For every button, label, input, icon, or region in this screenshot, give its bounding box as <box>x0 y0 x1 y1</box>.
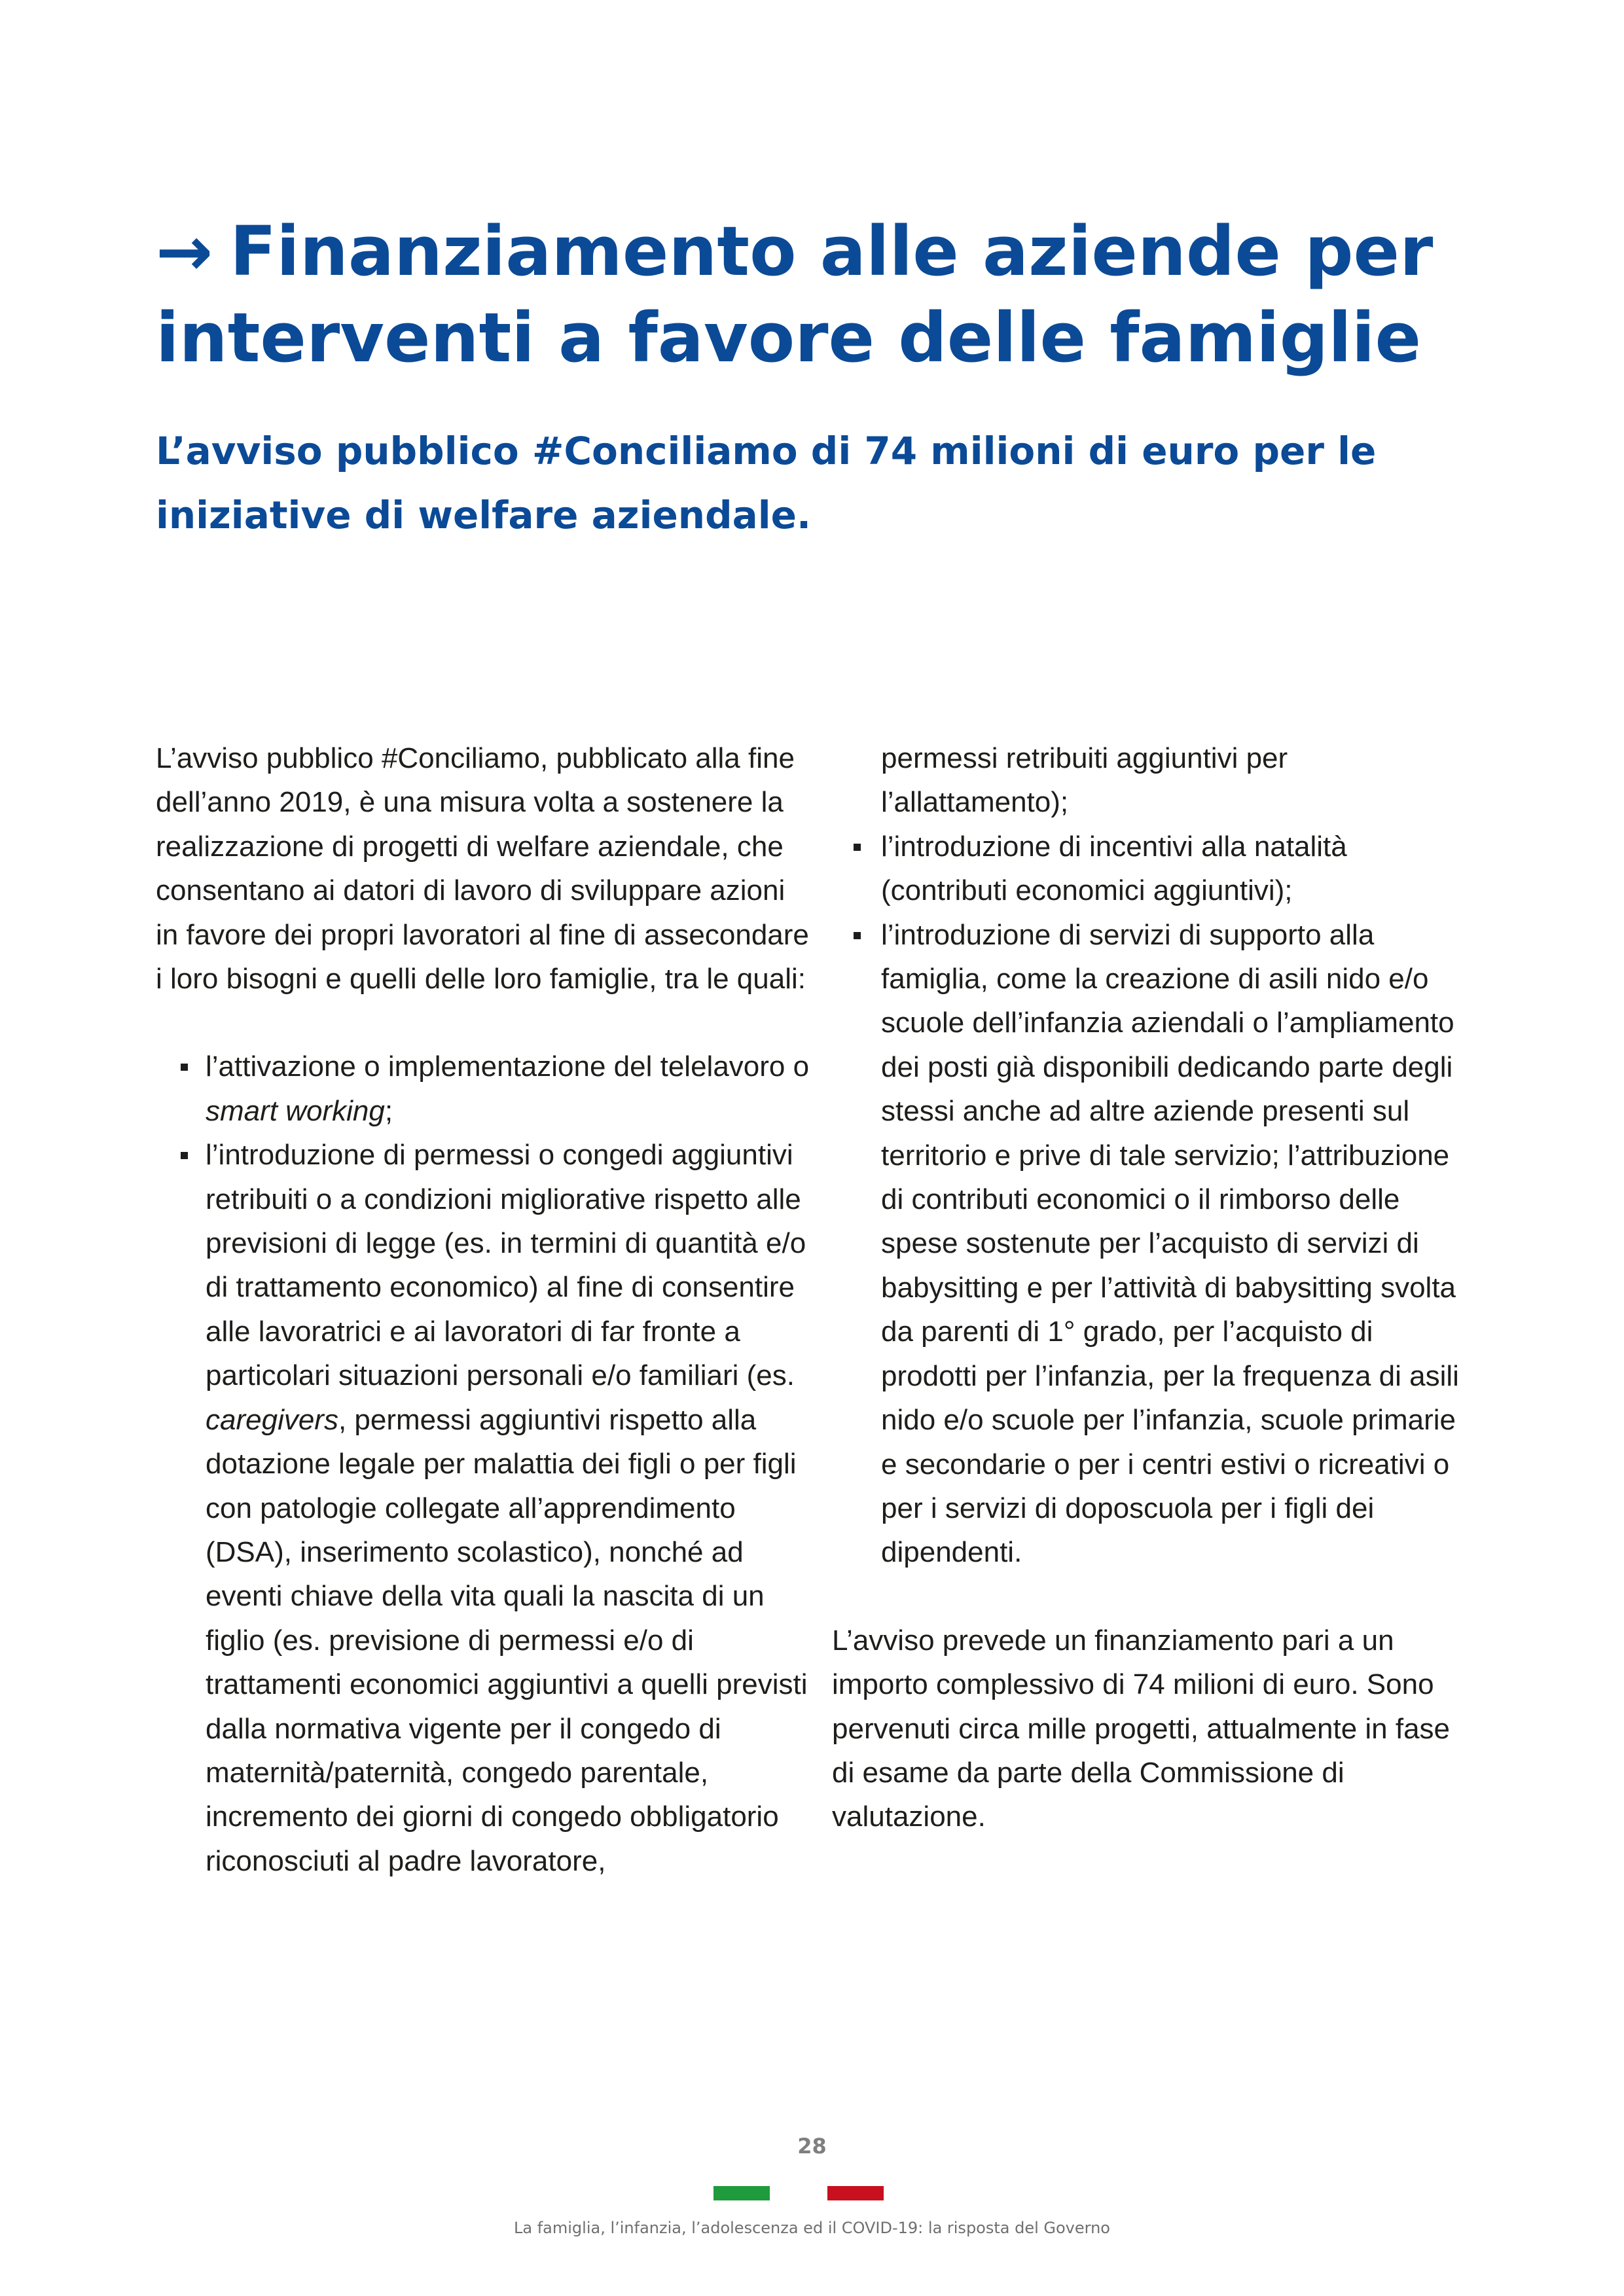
flag-red-bar <box>827 2186 884 2200</box>
bullet1-text: l’attivazione o implementazione del telelavoro o <box>206 1050 810 1083</box>
footer-text: La famiglia, l’infanzia, l’adolescenza ed il COVID-19: la risposta del Governo <box>514 2219 1110 2237</box>
bullet2-text-end: , permessi aggiuntivi rispetto alla dotazione legale per malattia dei figli o per figli con patologie collegate all’apprendimento (DSA), inserimento scolastico), nonché ad eventi chiave della vita quali la nascita di un figlio (es. previsione di permessi e/o di trattamenti economici aggiuntivi a quelli previsti dalla normativa vigente per il congedo di maternità/paternità, congedo parentale, incremento dei giorni di congedo obbligatorio riconosciuti al padre lavoratore, <box>206 1403 808 1877</box>
left-column <box>156 736 810 1883</box>
title-text: Finanziamento alle aziende per interventi a favore delle famiglie <box>156 211 1434 378</box>
arrow-right-icon: → <box>156 211 213 291</box>
list-item: l’introduzione di servizi di supporto alla famiglia, come la creazione di asili nido e/o scuole dell’infanzia aziendali o l’ampliamento dei posti già disponibili dedicando parte degli stessi anche ad altre aziende presenti sul territorio e prive di tale servizio; l’attribuzione di contributi economici o il rimborso delle spese sostenute per l’acquisto di servizi di babysitting e per l’attività di babysitting svolta da parenti di 1° grado, per l’acquisto di prodotti per l’infanzia, per la frequenza di asili nido e/o scuole per l’infanzia, scuole primarie e secondarie o per i centri estivi o ricreativi o per i servizi di doposcuola per i figli dei dipendenti. <box>832 913 1473 1575</box>
page-title <box>156 208 1498 381</box>
bullet2-text: l’introduzione di permessi o congedi aggiuntivi retribuiti o a condizioni migliorative rispetto alle previsioni di legge (es. in termini di quantità e/o di trattamento economico) al fine di consentire alle lavoratrici e ai lavoratori di far fronte a particolari situazioni personali e/o familiari (es. <box>206 1139 806 1392</box>
intro-paragraph: L’avviso pubblico #Conciliamo, pubblicato alla fine dell’anno 2019, è una misura volta a sostenere la realizzazione di progetti di welfare aziendale, che consentano ai datori di lavoro di sviluppare azioni in favore dei propri lavoratori al fine di assecondare i loro bisogni e quelli delle loro famiglie, tra le quali: <box>156 742 809 996</box>
list-item-continuation: permessi retribuiti aggiuntivi per l’allattamento); <box>881 742 1288 819</box>
measures-list <box>156 1045 810 1883</box>
list-item <box>156 1133 810 1883</box>
list-item <box>156 1045 810 1133</box>
page-number: 28 <box>797 2134 827 2159</box>
closing-paragraph: L’avviso prevede un finanziamento pari a un importo complessivo di 74 milioni di euro. Sono pervenuti circa mille progetti, attualmente in fase di esame da parte della Commissione di valutazione. <box>832 1624 1451 1833</box>
bullet2-emphasis: caregivers <box>206 1403 338 1436</box>
bullet1-end: ; <box>384 1094 393 1127</box>
measures-list-continued <box>832 825 1473 1575</box>
flag-green-bar <box>713 2186 770 2200</box>
right-column <box>832 736 1473 1839</box>
page-subtitle: L’avviso pubblico #Conciliamo di 74 milioni di euro per le iniziative di welfare aziendale. <box>156 429 1377 537</box>
list-item: l’introduzione di incentivi alla natalità (contributi economici aggiuntivi); <box>832 825 1473 913</box>
bullet1-emphasis: smart working <box>206 1094 385 1127</box>
